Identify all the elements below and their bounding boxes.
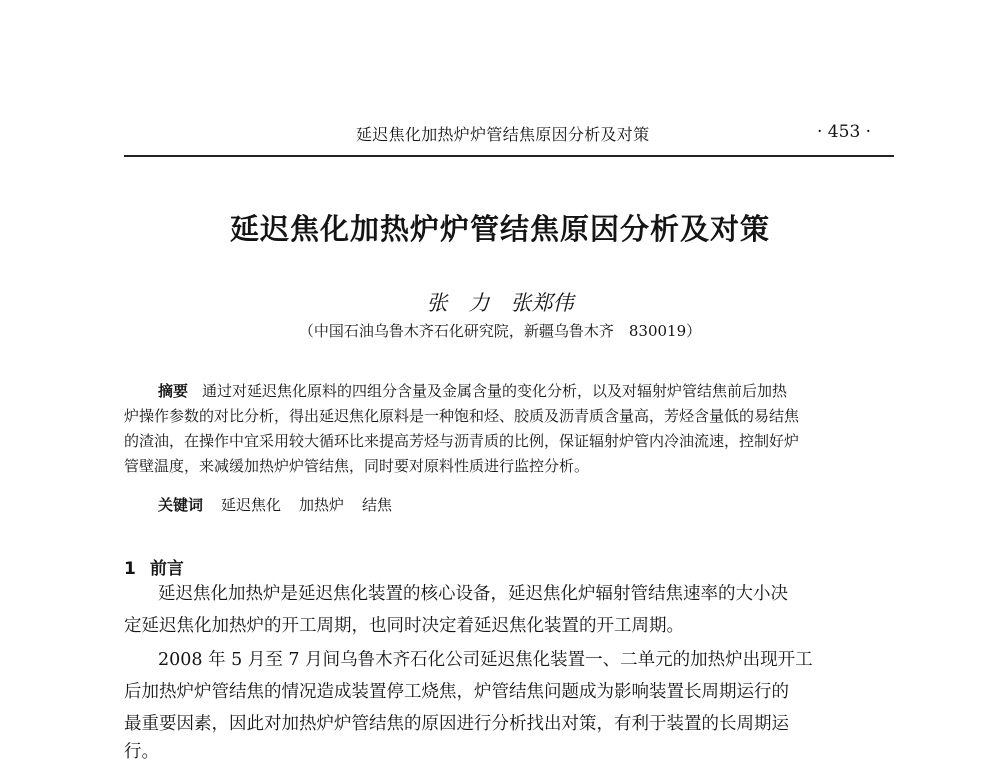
header-rule	[124, 155, 894, 157]
affiliation: （中国石油乌鲁木齐石化研究院，新疆乌鲁木齐 830019）	[298, 322, 702, 340]
abstract-line-3: 的渣油，在操作中宜采用较大循环比来提高芳烃与沥青质的比例，保证辐射炉管内冷油流速，控制好炉	[124, 432, 800, 450]
keywords	[158, 494, 392, 516]
body-line: 后加热炉炉管结焦的情况造成装置停工烧焦，炉管结焦问题成为影响装置长周期运行的	[124, 682, 789, 702]
section-heading	[124, 554, 184, 579]
abstract-line-2: 炉操作参数的对比分析，得出延迟焦化原料是一种饱和烃、胶质及沥青质含量高，芳烃含量低的易结焦	[124, 407, 800, 425]
body-line: 行。	[124, 742, 159, 762]
keyword: 加热炉	[299, 496, 345, 514]
body-line: 延迟焦化加热炉是延迟焦化装置的核心设备，延迟焦化炉辐射管结焦速率的大小决	[158, 584, 788, 604]
keywords-label: 关键词	[158, 496, 204, 514]
keyword: 延迟焦化	[221, 496, 282, 514]
keyword: 结焦	[362, 496, 393, 514]
abstract-text: 通过对延迟焦化原料的四组分含量及金属含量的变化分析，以及对辐射炉管结焦前后加热	[202, 382, 788, 400]
authors: 张 力 张郑伟	[426, 291, 574, 315]
section-number: 1	[124, 559, 136, 579]
abstract-line-4: 管壁温度，来减缓加热炉炉管结焦，同时要对原料性质进行监控分析。	[124, 457, 590, 475]
running-header-title: 延迟焦化加热炉炉管结焦原因分析及对策	[356, 125, 650, 144]
paper-title: 延迟焦化加热炉炉管结焦原因分析及对策	[229, 212, 770, 246]
abstract-label: 摘要	[158, 382, 189, 400]
body-line: 最重要因素，因此对加热炉炉管结焦的原因进行分析找出对策，有利于装置的长周期运	[124, 714, 789, 734]
abstract-line-1	[158, 380, 787, 402]
body-line: 定延迟焦化加热炉的开工周期，也同时决定着延迟焦化装置的开工周期。	[124, 616, 684, 636]
page-number: · 453 ·	[817, 122, 872, 142]
body-line: 2008 年 5 月至 7 月间乌鲁木齐石化公司延迟焦化装置一、二单元的加热炉出现开工	[158, 650, 813, 670]
section-title: 前言	[149, 559, 184, 579]
